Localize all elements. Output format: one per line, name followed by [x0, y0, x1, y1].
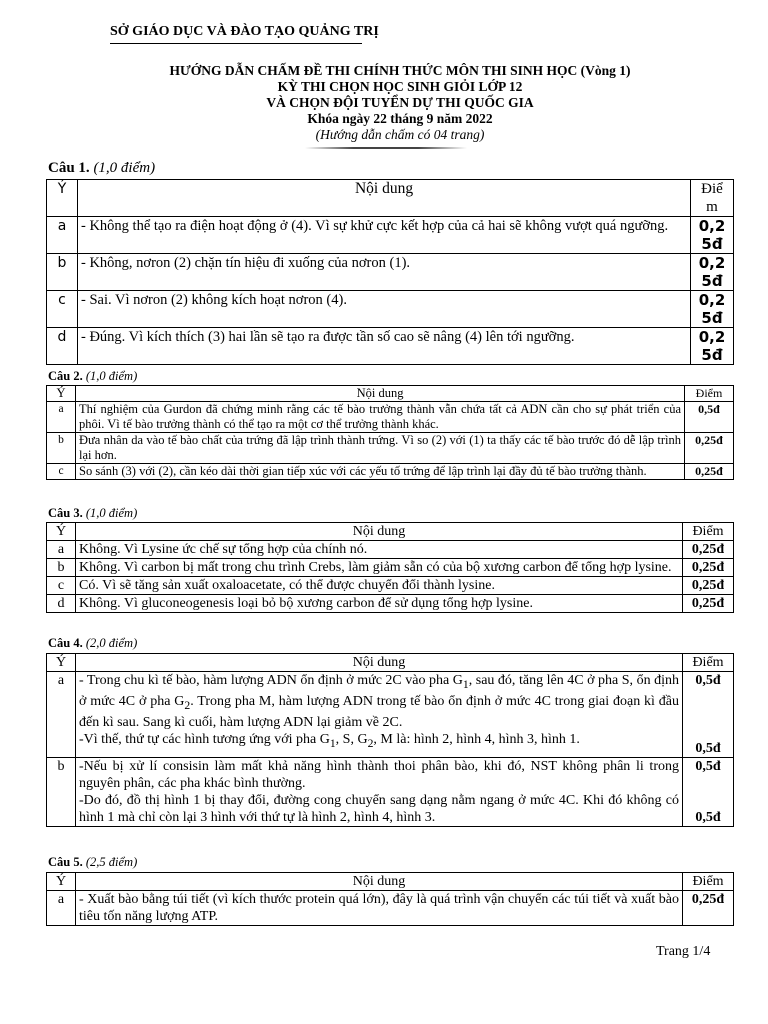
row-content: Đưa nhân da vào tế bào chất của trứng đã lập trình thành trứng. Vì so (2) với (1) ta thấy các tế bào trước đó dễ lập trình lại hơn.: [76, 433, 685, 464]
score-2: 0,5đ: [695, 810, 721, 825]
row-item: c: [47, 464, 76, 480]
row-score: [683, 672, 734, 758]
row-content: Không. Vì gluconeogenesis loại bỏ bộ xương carbon để sử dụng tổng hợp lysine.: [76, 595, 683, 613]
question-5-table: [46, 872, 734, 926]
table-header-row: [47, 654, 734, 672]
row-score: 0,25đ: [683, 577, 734, 595]
row-content: Không. Vì Lysine ức chế sự tổng hợp của chính nó.: [76, 541, 683, 559]
col-content-header: Nội dung: [76, 386, 685, 402]
table-row: [47, 217, 734, 254]
question-2-label: Câu 2.: [48, 369, 83, 383]
question-3-points: (1,0 điểm): [85, 506, 138, 520]
text-run: -Vì thế, thứ tự các hình tương ứng với pha G: [79, 731, 330, 747]
score-1: 0,5đ: [695, 673, 721, 688]
doc-title-line1: HƯỚNG DẪN CHẤM ĐỀ THI CHÍNH THỨC MÔN THI SINH HỌC (Vòng 1): [169, 63, 631, 78]
subscript: 1: [329, 736, 336, 750]
row-item: d: [47, 328, 78, 365]
row-score: 0,25đ: [685, 464, 734, 480]
question-2-table: [46, 385, 734, 480]
table-row: [47, 891, 734, 926]
row-content: - Đúng. Vì kích thích (3) hai lần sẽ tạo ra được tần số cao sẽ nâng (4) lên tới ngưỡng.: [78, 328, 691, 365]
header-divider: [305, 147, 467, 149]
table-row: [47, 559, 734, 577]
row-a-paragraph-1: [79, 672, 679, 731]
table-row: [47, 328, 734, 365]
col-score-header: Điểm: [683, 873, 734, 891]
row-item: c: [47, 291, 78, 328]
question-4-label: Câu 4.: [48, 636, 83, 650]
table-header-row: [47, 873, 734, 891]
row-content: [76, 672, 683, 758]
row-b-paragraph-1: -Nếu bị xử lí consisin làm mất khả năng hình thành thoi phân bào, khi đó, NST không phân li trong nguyên phân, các pha khác bình thường.: [79, 759, 679, 791]
row-content: - Không thể tạo ra điện hoạt động ở (4). Vì sự khử cực kết hợp của cả hai sẽ không vượt quá ngưỡng.: [78, 217, 691, 254]
text-run: . Trong pha M, hàm lượng ADN trong tế bào ổn định ở mức 4C trong giai đoạn kì đầu đến kì sau. Sang kì cuối, hàm lượng ADN lại giảm về 2C.: [79, 693, 679, 730]
question-1-points: (1,0 điểm): [93, 160, 156, 176]
subscript: 1: [462, 677, 469, 691]
col-item-header: Ý: [47, 386, 76, 402]
row-item: d: [47, 595, 76, 613]
pages-note: (Hướng dẫn chấm có 04 trang): [315, 127, 485, 142]
row-score: 0,25đ: [683, 595, 734, 613]
table-row: [47, 402, 734, 433]
col-content-header: Nội dung: [76, 654, 683, 672]
row-b-paragraph-2: -Do đó, đồ thị hình 1 bị thay đổi, đường cong chuyển sang dạng nằm ngang ở mức 4C. Khi đó không có hình 1 mà chỉ còn lại 3 hình với thứ tự là hình 2, hình 4, hình 3.: [79, 793, 679, 825]
row-score: 0,2 5đ: [691, 254, 734, 291]
row-item: a: [47, 672, 76, 758]
table-row: [47, 464, 734, 480]
subscript: 2: [367, 736, 374, 750]
text-run: , sau đó, tăng lên 4C ở pha S, ổn định ở mức 4C ở pha G: [79, 673, 679, 709]
doc-title-line3: VÀ CHỌN ĐỘI TUYỂN DỰ THI QUỐC GIA: [266, 95, 534, 110]
col-score-header: Điểm: [683, 654, 734, 672]
table-row: [47, 577, 734, 595]
row-content: [76, 758, 683, 827]
col-item-header: Ý: [47, 180, 78, 217]
row-item: b: [47, 254, 78, 291]
question-4-points: (2,0 điểm): [85, 636, 138, 650]
exam-date: Khóa ngày 22 tháng 9 năm 2022: [307, 111, 493, 126]
row-score: 0,25đ: [685, 433, 734, 464]
row-score: 0,5đ: [685, 402, 734, 433]
row-score: 0,2 5đ: [691, 291, 734, 328]
score-2: 0,5đ: [695, 741, 721, 756]
question-4-title: [48, 636, 137, 651]
col-score-header: Điể m: [691, 180, 734, 217]
col-content-header: Nội dung: [78, 180, 691, 217]
col-score-header: Điểm: [685, 386, 734, 402]
text-run: - Trong chu kì tế bào, hàm lượng ADN ổn định ở mức 2C vào pha G: [79, 673, 463, 688]
table-row: [47, 672, 734, 758]
doc-title-line2: KỲ THI CHỌN HỌC SINH GIỎI LỚP 12: [277, 79, 523, 94]
table-row: [47, 758, 734, 827]
question-4-table: [46, 653, 734, 827]
row-item: a: [47, 217, 78, 254]
question-1-label: Câu 1.: [48, 160, 90, 176]
question-3-label: Câu 3.: [48, 506, 83, 520]
question-3-title: [48, 506, 137, 521]
row-score: [683, 758, 734, 827]
text-run: , M là: hình 2, hình 4, hình 3, hình 1.: [373, 731, 580, 747]
table-header-row: [47, 386, 734, 402]
row-item: b: [47, 758, 76, 827]
row-content: - Sai. Vì nơron (2) không kích hoạt nơron (4).: [78, 291, 691, 328]
table-row: [47, 433, 734, 464]
row-content: Thí nghiệm của Gurdon đã chứng minh rằng các tế bào trưởng thành vẫn chứa tất cả ADN cần cho sự phát triển của phôi. Vì tế bào trưởng thành có thể tạo ra một cơ thể trưởng thành khác.: [76, 402, 685, 433]
col-item-header: Ý: [47, 654, 76, 672]
col-content-header: Nội dung: [76, 523, 683, 541]
row-item: a: [47, 541, 76, 559]
score-1: 0,5đ: [695, 759, 721, 774]
col-content-header: Nội dung: [76, 873, 683, 891]
subscript: 2: [184, 698, 191, 712]
row-item: b: [47, 433, 76, 464]
row-item: a: [47, 891, 76, 926]
department-underline: [110, 43, 362, 44]
row-score: 0,2 5đ: [691, 217, 734, 254]
table-row: [47, 254, 734, 291]
question-5-label: Câu 5.: [48, 855, 83, 869]
question-1-table: [46, 179, 734, 365]
row-content: - Không, nơron (2) chặn tín hiệu đi xuống của nơron (1).: [78, 254, 691, 291]
table-header-row: [47, 180, 734, 217]
row-content: Có. Vì sẽ tăng sản xuất oxaloacetate, có thể được chuyển đổi thành lysine.: [76, 577, 683, 595]
row-item: b: [47, 559, 76, 577]
page-number: Trang 1/4: [656, 944, 711, 959]
department-name: SỞ GIÁO DỤC VÀ ĐÀO TẠO QUẢNG TRỊ: [110, 24, 379, 39]
row-score: 0,25đ: [683, 891, 734, 926]
text-run: , S, G: [335, 731, 368, 747]
table-row: [47, 595, 734, 613]
row-content: So sánh (3) với (2), cần kéo dài thời gian tiếp xúc với các yếu tố trứng để lập trình lại đầy đủ tế bào trưởng thành.: [76, 464, 685, 480]
row-score: 0,2 5đ: [691, 328, 734, 365]
col-item-header: Ý: [47, 523, 76, 541]
col-item-header: Ý: [47, 873, 76, 891]
col-score-header: Điểm: [683, 523, 734, 541]
question-1-title: [48, 160, 155, 177]
table-row: [47, 541, 734, 559]
row-a-paragraph-2: [79, 731, 679, 752]
question-5-title: [48, 855, 137, 870]
question-2-points: (1,0 điểm): [85, 369, 138, 383]
table-header-row: [47, 523, 734, 541]
row-content: Không. Vì carbon bị mất trong chu trình Crebs, làm giảm sẵn có của bộ xương carbon để tổng hợp lysine.: [76, 559, 683, 577]
row-score: 0,25đ: [683, 559, 734, 577]
row-item: a: [47, 402, 76, 433]
question-3-table: [46, 522, 734, 613]
row-content: - Xuất bào bằng túi tiết (vì kích thước protein quá lớn), đây là quá trình vận chuyển các túi tiết và xuất bào tiêu tốn năng lượng ATP.: [76, 891, 683, 926]
question-2-title: [48, 369, 137, 384]
table-row: [47, 291, 734, 328]
row-score: 0,25đ: [683, 541, 734, 559]
question-5-points: (2,5 điểm): [85, 855, 138, 869]
row-item: c: [47, 577, 76, 595]
